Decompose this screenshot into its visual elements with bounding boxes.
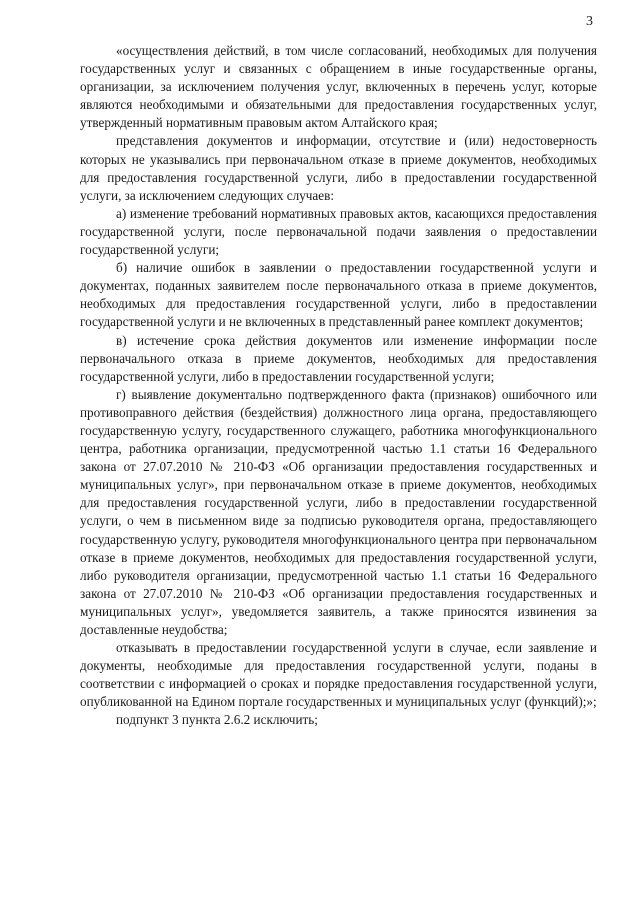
paragraph-case-a: а) изменение требований нормативных правовых актов, касающихся предоставления государственной услуги, после первоначальной подачи заявления о предоставлении государственной услуги;	[80, 205, 597, 258]
paragraph-subclause: подпункт 3 пункта 2.6.2 исключить;	[116, 712, 318, 728]
paragraph-intro: «осуществления действий, в том числе согласований, необходимых для получения государственных услуг и связанных с обращением в иные государственные органы, организации, за исключением получения услуг, включенных в перечень услуг, которые являются необходимыми и обязательными для предоставления государственных услуг, утвержденный нормативным правовым актом Алтайского края;	[80, 43, 597, 131]
document-body	[80, 42, 597, 730]
paragraph-case-v: в) истечение срока действия документов или изменение информации после первоначального отказа в приеме документов, необходимых для предоставления государственной услуги, либо в предоставлении государственной услуги;	[80, 332, 597, 384]
page-number: 3	[586, 14, 593, 29]
paragraph-case-b: б) наличие ошибок в заявлении о предоставлении государственной услуги и документах, поданных заявителем после первоначального отказа в приеме документов, необходимых для предоставления государственной услуги, либо в предоставлении государственной услуги и не включенных в представленный ранее комплект документов;	[80, 260, 597, 330]
paragraph-refusal: отказывать в предоставлении государственной услуги в случае, если заявление и документы, необходимые для предоставления государственной услуги, поданы в соответствии с информацией о сроках и порядке предоставления государственной услуги, опубликованной на Едином портале государственных и муниципальных услуг (функций);»;	[80, 640, 597, 710]
paragraph-case-g: г) выявление документально подтвержденного факта (признаков) ошибочного или противоправного действия (бездействия) должностного лица органа, предоставляющего государственную услугу, государственного служащего, работника многофункционального центра, работника организации, предусмотренной частью 1.1 статьи 16 Федерального закона от 27.07.2010 № 210-ФЗ «Об организации предоставления государственных и муниципальных услуг», при первоначальном отказе в приеме документов, необходимых для предоставления государственной услуги, либо в предоставлении государственной услуги, о чем в письменном виде за подписью руководителя органа, предоставляющего государственную услугу, руководителя многофункционального центра при первоначальном отказе в приеме документов, необходимых для предоставления государственной услуги, либо руководителя организации, предусмотренной частью 1.1 статьи 16 Федерального закона от 27.07.2010 № 210-ФЗ «Об организации предоставления государственных и муниципальных услуг», уведомляется заявитель, а также приносятся извинения за доставленные неудобства;	[80, 386, 597, 637]
paragraph-documents: представления документов и информации, отсутствие и (или) недостоверность которых не указывались при первоначальном отказе в приеме документов, необходимых для предоставления государственной услуги, либо в предоставлении государственной услуги, за исключением следующих случаев:	[80, 133, 597, 203]
